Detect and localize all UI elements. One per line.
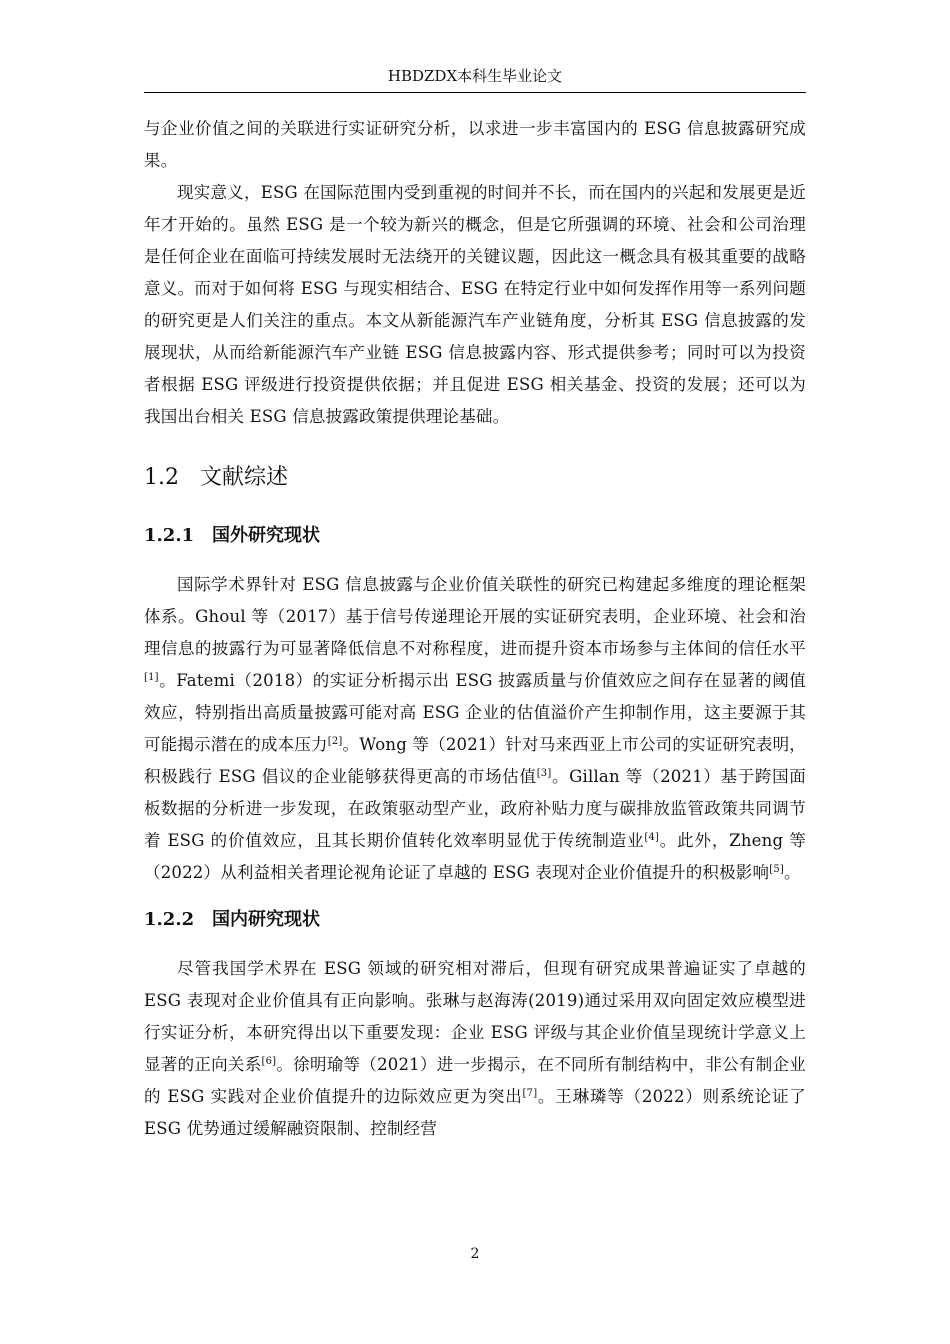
- citation-ref-7: [7]: [522, 1088, 538, 1099]
- section-number: 1.2: [144, 465, 179, 490]
- citation-ref-5: [5]: [769, 864, 784, 875]
- header-rule: [144, 92, 806, 93]
- paragraph-continuation: 与企业价值之间的关联进行实证研究分析，以求进一步丰富国内的 ESG 信息披露研究成果。: [144, 119, 806, 170]
- paragraph-domestic-research: [144, 953, 806, 1145]
- paragraph-practical-significance: 现实意义，ESG 在国际范围内受到重视的时间并不长，而在国内的兴起和发展更是近年才开始的。虽然 ESG 是一个较为新兴的概念，但是它所强调的环境、社会和公司治理是任何企业在面临可持续发展时无法绕开的关键议题，因此这一概念具有极其重要的战略意义。而对于如何将 ESG 与现实相结合、ESG 在特定行业中如何发挥作用等一系列问题的研究更是人们关注的重点。本文从新能源汽车产业链角度，分析其 ESG 信息披露的发展现状，从而给新能源汽车产业链 ESG 信息披露内容、形式提供参考；同时可以为投资者根据 ESG 评级进行投资提供依据；并且促进 ESG 相关基金、投资的发展；还可以为我国出台相关 ESG 信息披露政策提供理论基础。: [144, 183, 806, 426]
- subsection-title: 国外研究现状: [212, 525, 320, 546]
- text-run: 。: [783, 863, 801, 882]
- subsection-number: 1.2.2: [144, 909, 195, 930]
- text-run: 。徐明瑜等（2021）进一步揭示，在不同所有制结构中，非公有制企业的 ESG 实践对企业价值提升的边际效应更为突出: [144, 1055, 806, 1106]
- text-run: 国际学术界针对 ESG 信息披露与企业价值关联性的研究已构建起多维度的理论框架体系。Ghoul 等（2017）基于信号传递理论开展的实证研究表明，企业环境、社会和治理信息的披露行为可显著降低信息不对称程度，进而提升资本市场参与主体间的信任水平: [144, 575, 806, 658]
- citation-ref-6: [6]: [261, 1056, 277, 1067]
- page-number: 2: [470, 1246, 480, 1262]
- text-run: 。Gillan 等（2021）基于跨国面板数据的分析进一步发现，在政策驱动型产业，政府补贴力度与碳排放监管政策共同调节着 ESG 的价值效应，且其长期价值转化效率明显优于传统制造业: [144, 767, 806, 850]
- section-heading: [144, 461, 806, 513]
- citation-ref-4: [4]: [644, 832, 660, 843]
- running-header: HBDZDX本科生毕业论文: [387, 67, 563, 85]
- subsection-heading-foreign: [144, 521, 806, 551]
- text-run: 。Fatemi（2018）的实证分析揭示出 ESG 披露质量与价值效应之间存在显著的阈值效应，特别指出高质量披露可能对高 ESG 企业的估值溢价产生抑制作用，这主要源于其可能揭示潜在的成本压力: [144, 671, 806, 754]
- citation-ref-1: [1]: [144, 672, 159, 683]
- text-run: 。王琳璘等（2022）则系统论证了 ESG 优势通过缓解融资限制、控制经营: [144, 1087, 806, 1138]
- page-body: [144, 113, 806, 1145]
- subsection-number: 1.2.1: [144, 525, 195, 546]
- section-title: 文献综述: [200, 465, 289, 490]
- text-run: 。此外，Zheng 等（2022）从利益相关者理论视角论证了卓越的 ESG 表现对企业价值提升的积极影响: [144, 831, 807, 882]
- citation-ref-2: [2]: [327, 736, 343, 747]
- subsection-heading-domestic: [144, 905, 806, 935]
- text-run: 。Wong 等（2021）针对马来西亚上市公司的实证研究表明，积极践行 ESG 倡议的企业能够获得更高的市场估值: [144, 735, 806, 786]
- subsection-title: 国内研究现状: [212, 909, 320, 930]
- citation-ref-3: [3]: [536, 768, 552, 779]
- text-run: 尽管我国学术界在 ESG 领域的研究相对滞后，但现有研究成果普遍证实了卓越的 ESG 表现对企业价值具有正向影响。张琳与赵海涛(2019)通过采用双向固定效应模型进行实证分析，本研究得出以下重要发现：企业 ESG 评级与其企业价值呈现统计学意义上显著的正向关系: [144, 959, 806, 1074]
- paragraph-foreign-research: [144, 569, 806, 889]
